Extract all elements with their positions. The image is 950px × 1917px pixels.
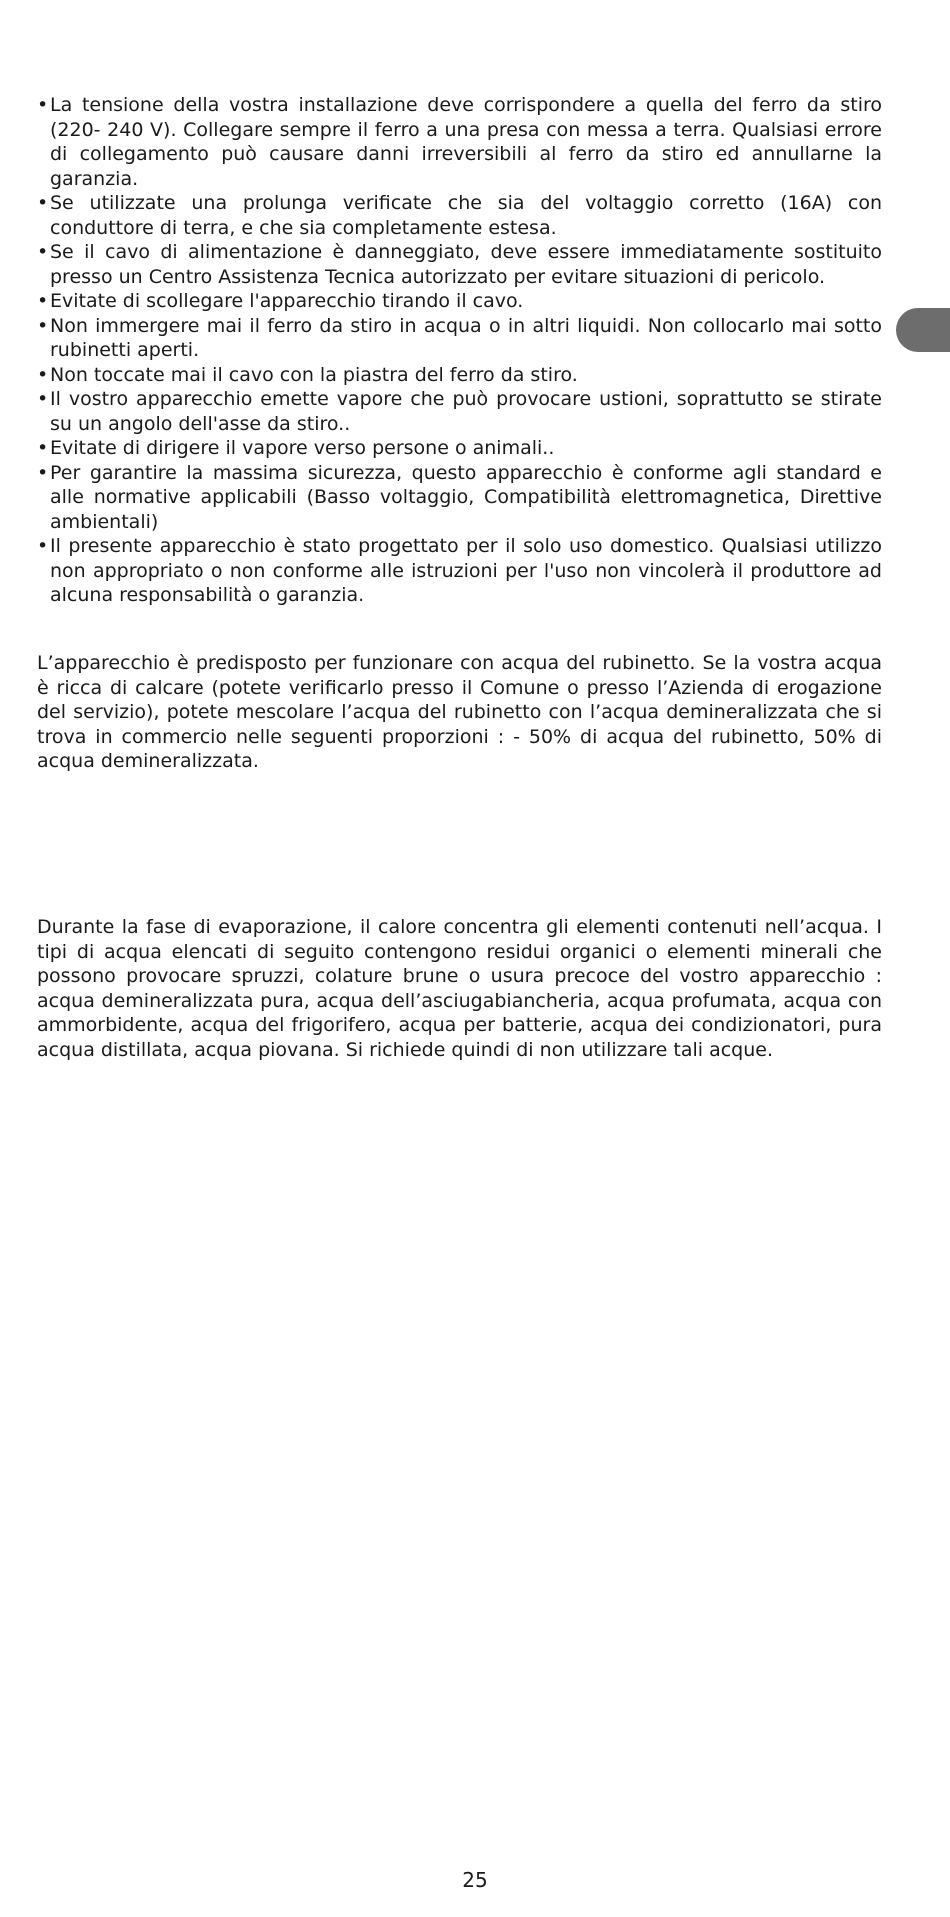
bullet-icon: •: [37, 388, 49, 410]
water-usage-paragraph: L’apparecchio è predisposto per funzionare con acqua del rubinetto. Se la vostra acqua è ricca di calcare (potete verificarlo presso il Comune o presso l’Azienda di erogazione del servizio), potete mescolare l’acqua del rubinetto con l’acqua demineralizzata che si trova in commercio nelle seguenti proporzioni : - 50% di acqua del rubinetto, 50% di acqua demineralizzata.: [37, 652, 882, 772]
list-item-text: Non immergere mai il ferro da stiro in acqua o in altri liquidi. Non collocarlo mai sotto rubinetti aperti.: [50, 314, 882, 361]
list-item: [37, 461, 882, 535]
list-item-text: Il vostro apparecchio emette vapore che può provocare ustioni, soprattutto se stirate su un angolo dell'asse da stiro..: [50, 388, 882, 435]
list-item: [37, 240, 882, 289]
list-item: [37, 363, 882, 388]
bullet-icon: •: [37, 192, 49, 214]
list-item-text: La tensione della vostra installazione deve corrispondere a quella del ferro da stiro (220- 240 V). Collegare sempre il ferro a una presa con messa a terra. Qualsiasi errore di collegamento può causare danni irreversibili al ferro da stiro ed annullarne la garanzia.: [50, 94, 882, 190]
list-item-text: Non toccate mai il cavo con la piastra del ferro da stiro.: [50, 363, 578, 386]
bullet-icon: •: [37, 363, 49, 386]
page-number: 25: [462, 1868, 488, 1892]
bullet-icon: •: [37, 94, 49, 116]
bullet-icon: •: [37, 314, 49, 337]
list-item: [37, 387, 882, 436]
list-item-text: Il presente apparecchio è stato progettato per il solo uso domestico. Qualsiasi utilizzo non appropriato o non conforme alle istruzioni per l'uso non vincolerà il produttore ad alcuna responsabilità o garanzia.: [50, 535, 882, 606]
list-item-text: Per garantire la massima sicurezza, questo apparecchio è conforme agli standard e alle normative applicabili (Basso voltaggio, Compatibilità elettromagnetica, Direttive ambientali): [50, 461, 882, 533]
list-item-text: Evitate di dirigere il vapore verso persone o animali..: [50, 437, 555, 459]
list-item: [37, 436, 882, 461]
list-item: [37, 314, 882, 363]
list-item: [37, 289, 882, 314]
bullet-icon: •: [37, 437, 49, 459]
evaporation-warning-paragraph: Durante la fase di evaporazione, il calore concentra gli elementi contenuti nell’acqua. I tipi di acqua elencati di seguito contengono residui organici o elementi minerali che possono provocare spruzzi, colature brune o usura precoce del vostro apparecchio : acqua demineralizzata pura, acqua dell’asciugabiancheria, acqua profumata, acqua con ammorbidente, acqua del frigorifero, acqua per batterie, acqua dei condizionatori, pura acqua distillata, acqua piovana. Si richiede quindi di non utilizzare tali acque.: [37, 916, 882, 1061]
list-item: [37, 93, 882, 191]
list-item-text: Se il cavo di alimentazione è danneggiato, deve essere immediatamente sostituito presso un Centro Assistenza Tecnica autorizzato per evitare situazioni di pericolo.: [50, 241, 882, 288]
bullet-icon: •: [37, 241, 49, 263]
list-item: [37, 534, 882, 608]
list-item: [37, 191, 882, 240]
section-tab-marker: [896, 308, 950, 352]
safety-instructions-list: [37, 93, 882, 608]
list-item-text: Se utilizzate una prolunga verificate che sia del voltaggio corretto (16A) con conduttore di terra, e che sia completamente estesa.: [50, 192, 882, 239]
bullet-icon: •: [37, 461, 49, 484]
bullet-icon: •: [37, 290, 49, 312]
bullet-icon: •: [37, 535, 49, 557]
list-item-text: Evitate di scollegare l'apparecchio tirando il cavo.: [50, 290, 524, 312]
